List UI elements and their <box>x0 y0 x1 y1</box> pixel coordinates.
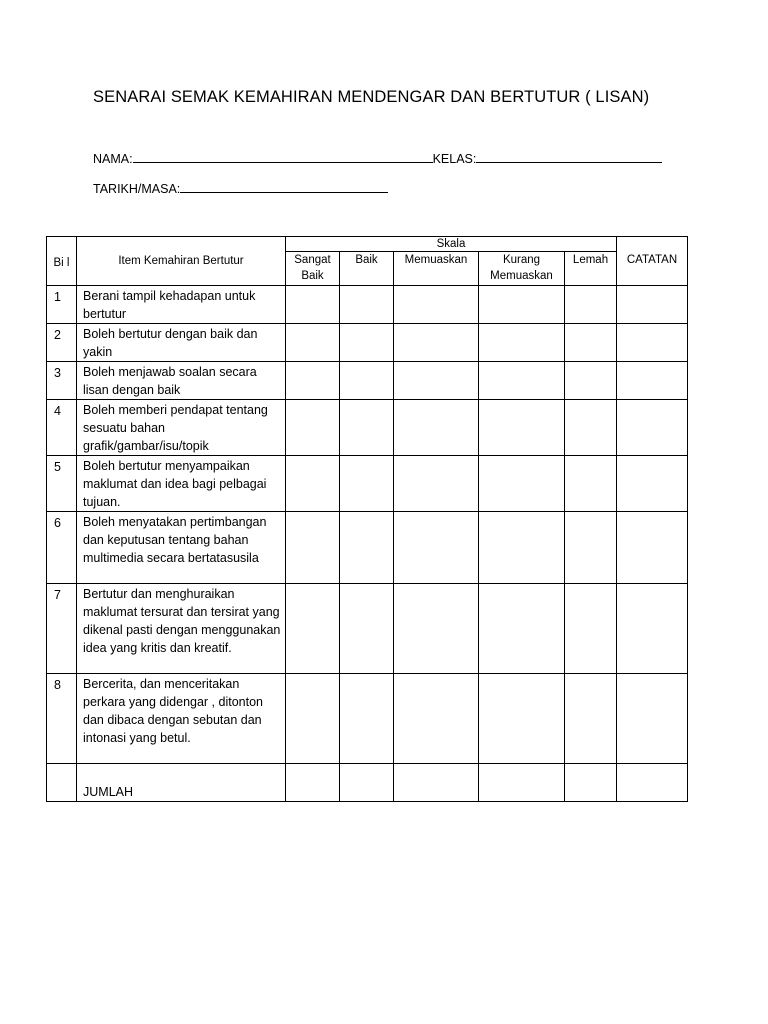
check-cell[interactable] <box>286 324 340 362</box>
check-cell[interactable] <box>286 512 340 584</box>
check-cell[interactable] <box>479 324 565 362</box>
table-row <box>47 362 688 400</box>
jumlah-cell[interactable] <box>565 764 617 802</box>
row-number: 1 <box>47 286 77 324</box>
jumlah-cell[interactable] <box>479 764 565 802</box>
row-number: 3 <box>47 362 77 400</box>
check-cell[interactable] <box>479 584 565 674</box>
jumlah-cell[interactable] <box>394 764 479 802</box>
check-cell[interactable] <box>565 324 617 362</box>
check-cell[interactable] <box>340 674 394 764</box>
check-cell[interactable] <box>394 456 479 512</box>
document-title: SENARAI SEMAK KEMAHIRAN MENDENGAR DAN BERTUTUR ( LISAN) <box>93 88 650 106</box>
catatan-cell[interactable] <box>617 584 688 674</box>
tarikh-field[interactable] <box>180 181 388 193</box>
row-item: Boleh memberi pendapat tentang sesuatu bahan grafik/gambar/isu/topik <box>77 400 286 456</box>
table-row <box>47 584 688 674</box>
check-cell[interactable] <box>340 512 394 584</box>
table-row <box>47 456 688 512</box>
tarikh-line <box>93 181 388 196</box>
row-item: Boleh bertutur menyampaikan maklumat dan idea bagi pelbagai tujuan. <box>77 456 286 512</box>
nama-kelas-line <box>93 151 662 166</box>
row-number: 7 <box>47 584 77 674</box>
row-item: Boleh menjawab soalan secara lisan dengan baik <box>77 362 286 400</box>
check-cell[interactable] <box>286 400 340 456</box>
row-number: 5 <box>47 456 77 512</box>
check-cell[interactable] <box>565 286 617 324</box>
check-cell[interactable] <box>394 674 479 764</box>
check-cell[interactable] <box>394 400 479 456</box>
check-cell[interactable] <box>394 324 479 362</box>
jumlah-cell[interactable] <box>617 764 688 802</box>
row-item: Boleh menyatakan pertimbangan dan keputusan tentang bahan multimedia secara bertatasusila <box>77 512 286 584</box>
check-cell[interactable] <box>479 362 565 400</box>
nama-field[interactable] <box>133 151 433 163</box>
item-header: Item Kemahiran Bertutur <box>77 237 286 286</box>
catatan-cell[interactable] <box>617 286 688 324</box>
row-item: Berani tampil kehadapan untuk bertutur <box>77 286 286 324</box>
catatan-cell[interactable] <box>617 674 688 764</box>
check-cell[interactable] <box>479 512 565 584</box>
check-cell[interactable] <box>340 324 394 362</box>
row-item: Boleh bertutur dengan baik dan yakin <box>77 324 286 362</box>
kelas-field[interactable] <box>476 151 662 163</box>
jumlah-cell[interactable] <box>340 764 394 802</box>
kelas-label: KELAS: <box>432 152 477 166</box>
check-cell[interactable] <box>394 512 479 584</box>
jumlah-num-cell <box>47 764 77 802</box>
check-cell[interactable] <box>565 456 617 512</box>
check-cell[interactable] <box>479 674 565 764</box>
row-number: 6 <box>47 512 77 584</box>
check-cell[interactable] <box>340 400 394 456</box>
check-cell[interactable] <box>340 584 394 674</box>
check-cell[interactable] <box>394 584 479 674</box>
check-cell[interactable] <box>565 674 617 764</box>
scale-header-sangat-baik: Sangat Baik <box>286 252 340 286</box>
check-cell[interactable] <box>565 512 617 584</box>
check-cell[interactable] <box>286 362 340 400</box>
check-cell[interactable] <box>479 400 565 456</box>
catatan-cell[interactable] <box>617 324 688 362</box>
tarikh-label: TARIKH/MASA: <box>93 182 181 196</box>
table-row <box>47 324 688 362</box>
row-number: 8 <box>47 674 77 764</box>
catatan-cell[interactable] <box>617 362 688 400</box>
nama-label: NAMA: <box>93 152 133 166</box>
scale-header-memuaskan: Memuaskan <box>394 252 479 286</box>
table-row <box>47 512 688 584</box>
catatan-cell[interactable] <box>617 456 688 512</box>
skala-header: Skala <box>286 237 617 252</box>
check-cell[interactable] <box>286 584 340 674</box>
row-number: 4 <box>47 400 77 456</box>
check-cell[interactable] <box>340 456 394 512</box>
table-row <box>47 400 688 456</box>
bil-header: Bi l <box>47 237 77 286</box>
check-cell[interactable] <box>340 362 394 400</box>
scale-header-lemah: Lemah <box>565 252 617 286</box>
catatan-cell[interactable] <box>617 400 688 456</box>
check-cell[interactable] <box>286 674 340 764</box>
checklist-table <box>46 236 688 802</box>
scale-header-baik: Baik <box>340 252 394 286</box>
check-cell[interactable] <box>565 584 617 674</box>
check-cell[interactable] <box>340 286 394 324</box>
row-item: Bercerita, dan menceritakan perkara yang didengar , ditonton dan dibaca dengan sebutan dan intonasi yang betul. <box>77 674 286 764</box>
row-item: Bertutur dan menghuraikan maklumat tersurat dan tersirat yang dikenal pasti dengan menggunakan idea yang kritis dan kreatif. <box>77 584 286 674</box>
jumlah-cell[interactable] <box>286 764 340 802</box>
table-row <box>47 674 688 764</box>
table-row <box>47 286 688 324</box>
check-cell[interactable] <box>479 456 565 512</box>
check-cell[interactable] <box>286 456 340 512</box>
row-number: 2 <box>47 324 77 362</box>
jumlah-label: JUMLAH <box>77 764 286 802</box>
check-cell[interactable] <box>565 362 617 400</box>
check-cell[interactable] <box>394 286 479 324</box>
jumlah-row <box>47 764 688 802</box>
catatan-cell[interactable] <box>617 512 688 584</box>
check-cell[interactable] <box>394 362 479 400</box>
check-cell[interactable] <box>565 400 617 456</box>
check-cell[interactable] <box>479 286 565 324</box>
check-cell[interactable] <box>286 286 340 324</box>
catatan-header: CATATAN <box>617 237 688 286</box>
scale-header-kurang-memuaskan: Kurang Memuaskan <box>479 252 565 286</box>
